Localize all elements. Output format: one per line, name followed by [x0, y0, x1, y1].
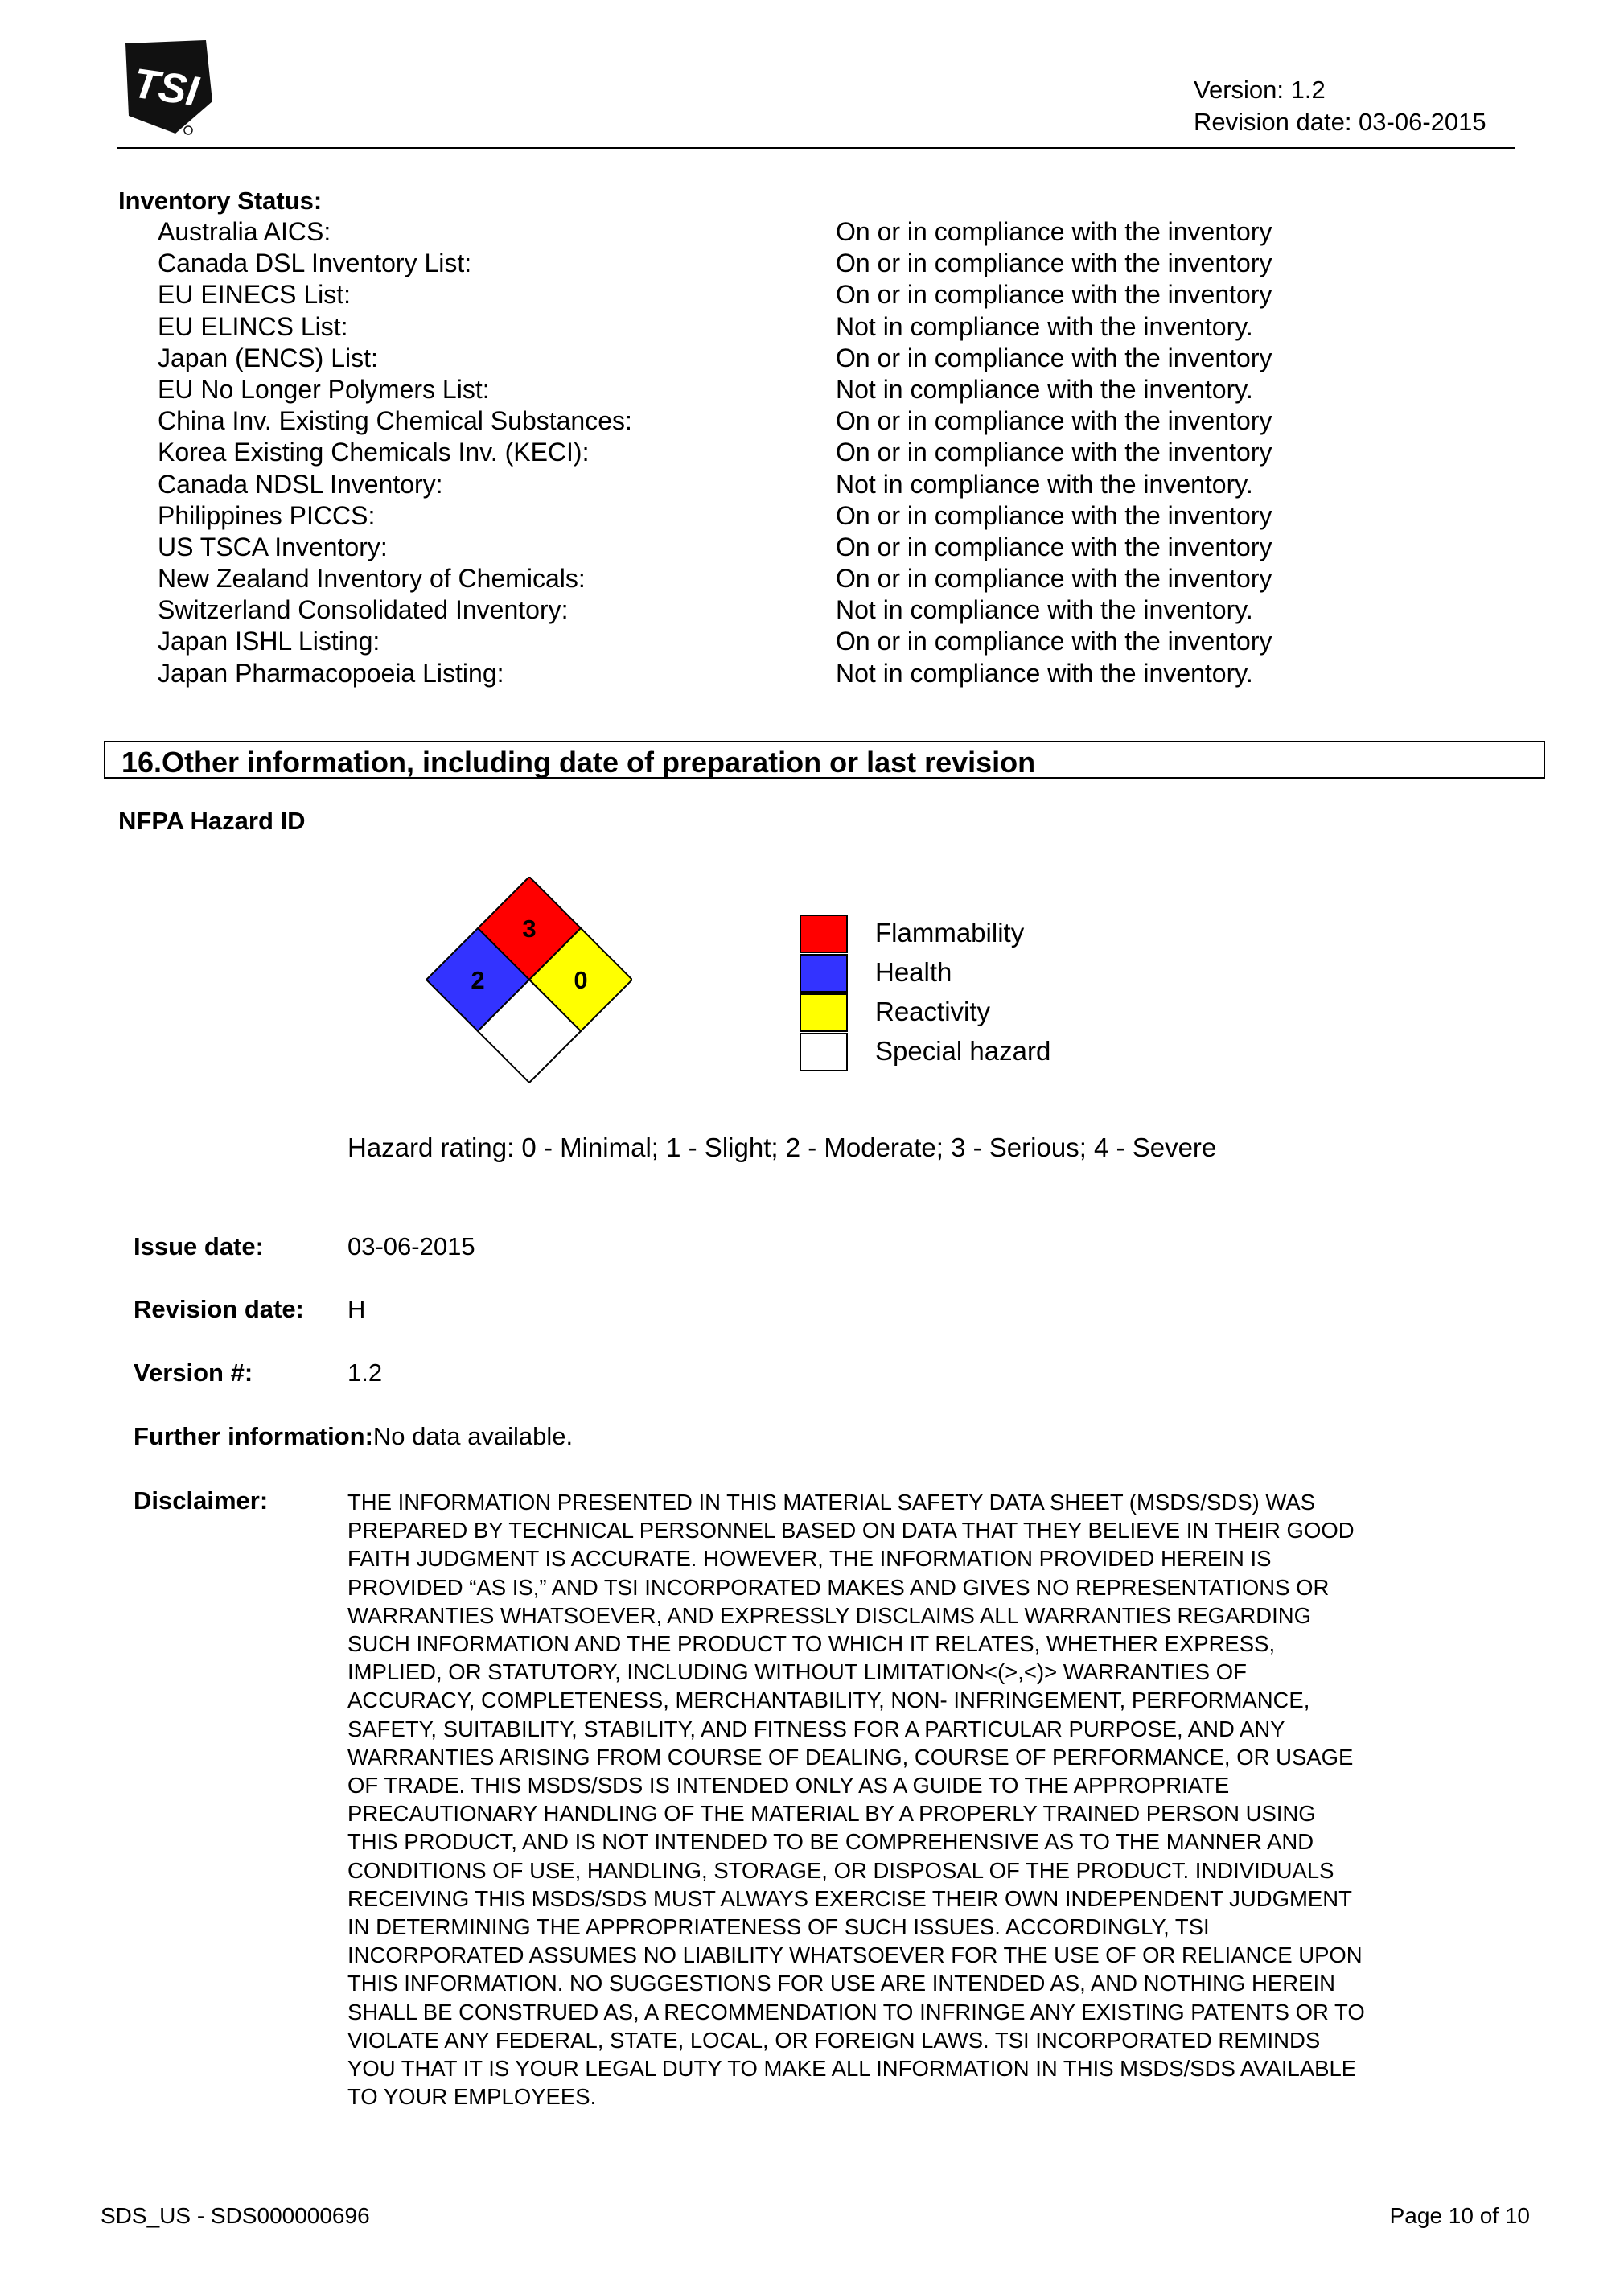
version-label: Version #: — [134, 1359, 253, 1387]
inventory-label: US TSCA Inventory: — [158, 532, 388, 561]
footer-page-number: Page 10 of 10 — [1389, 2203, 1530, 2228]
inventory-label: Japan (ENCS) List: — [158, 343, 378, 372]
inventory-status: On or in compliance with the inventory — [836, 343, 1272, 372]
disclaimer-text: THE INFORMATION PRESENTED IN THIS MATERIAL SAFETY DATA SHEET (MSDS/SDS) WAS PREPARED BY TECHNICAL PERSONNEL BASED ON DATA THAT THEY BELIEVE IN THEIR GOOD FAITH JUDGMENT IS ACCURATE. HOWEVER, THE INFORMATION PROVIDED HEREIN IS PROVIDED “AS IS,” AND TSI INCORPORATED MAKES AND GIVES NO REPRESENTATIONS OR WARRANTIES WHATSOEVER, AND EXPRESSLY DISCLAIMS ALL WARRANTIES REGARDING SUCH INFORMATION AND THE PRODUCT TO WHICH IT RELATES, WHETHER EXPRESS, IMPLIED, OR STATUTORY, INCLUDING WITHOUT LIMITATION<(>,<)> WARRANTIES OF ACCURACY, COMPLETENESS, MERCHANTABILITY, NON- INFRINGEMENT, PERFORMANCE, SAFETY, SUITABILITY, STABILITY, AND FITNESS FOR A PARTICULAR PURPOSE, AND ANY WARRANTIES ARISING FROM COURSE OF DEALING, COURSE OF PERFORMANCE, OR USAGE OF TRADE. THIS MSDS/SDS IS INTENDED ONLY AS A GUIDE TO THE APPROPRIATE PRECAUTIONARY HANDLING OF THE MATERIAL BY A PROPERLY TRAINED PERSON USING THIS PRODUCT, AND IS NOT INTENDED TO BE COMPREHENSIVE AS TO THE MANNER AND CONDITIONS OF USE, HANDLING, STORAGE, OR DISPOSAL OF THE PRODUCT. INDIVIDUALS RECEIVING THIS MSDS/SDS MUST ALWAYS EXERCISE THEIR OWN INDEPENDENT JUDGMENT IN DETERMINING THE APPROPRIATENESS OF SUCH ISSUES. ACCORDINGLY, TSI INCORPORATED ASSUMES NO LIABILITY WHATSOEVER FOR THE USE OF OR RELIANCE UPON THIS INFORMATION. NO SUGGESTIONS FOR USE ARE INTENDED AS, AND NOTHING HEREIN SHALL BE CONSTRUED AS, A RECOMMENDATION TO INFRINGE ANY EXISTING PATENTS OR TO VIOLATE ANY FEDERAL, STATE, LOCAL, OR FOREIGN LAWS. TSI INCORPORATED REMINDS YOU THAT IT IS YOUR LEGAL DUTY TO MAKE ALL INFORMATION IN THIS MSDS/SDS AVAILABLE TO YOUR EMPLOYEES. — [347, 1490, 1365, 2110]
legend-swatch-health — [800, 954, 848, 993]
inventory-label: Japan Pharmacopoeia Listing: — [158, 658, 504, 688]
svg-text:TSI: TSI — [130, 60, 202, 116]
issue-date-value: 03-06-2015 — [347, 1232, 475, 1260]
nfpa-flammability-value: 3 — [522, 915, 537, 943]
hazard-rating-scale: Hazard rating: 0 - Minimal; 1 - Slight; 2 - Moderate; 3 - Serious; 4 - Severe — [347, 1133, 1217, 1162]
inventory-status: On or in compliance with the inventory — [836, 406, 1272, 436]
inventory-row — [158, 563, 1324, 594]
inventory-status-title: Inventory Status: — [118, 187, 323, 215]
inventory-status: Not in compliance with the inventory. — [836, 469, 1253, 499]
inventory-label: EU EINECS List: — [158, 280, 352, 310]
inventory-status: Not in compliance with the inventory. — [836, 595, 1253, 625]
nfpa-diamond — [426, 877, 632, 1083]
further-information-label: Further information: — [134, 1422, 373, 1450]
inventory-label: Canada NDSL Inventory: — [158, 469, 443, 499]
inventory-label: Switzerland Consolidated Inventory: — [158, 595, 569, 625]
inventory-label: Australia AICS: — [158, 217, 331, 246]
inventory-status: On or in compliance with the inventory — [836, 217, 1272, 246]
inventory-status: Not in compliance with the inventory. — [836, 658, 1253, 688]
version-value: 1.2 — [347, 1359, 383, 1387]
nfpa-health-value: 2 — [471, 966, 485, 994]
inventory-label: Canada DSL Inventory List: — [158, 249, 472, 278]
section-16-title: 16.Other information, including date of preparation or last revision — [121, 746, 1036, 779]
header-version: Version: 1.2 — [1194, 76, 1326, 104]
legend-swatch-flammability — [800, 915, 848, 953]
nfpa-hazard-id-title: NFPA Hazard ID — [118, 807, 306, 835]
legend-label-health: Health — [875, 957, 952, 987]
inventory-status: Not in compliance with the inventory. — [836, 374, 1253, 404]
inventory-row — [158, 532, 1324, 563]
legend-label-flammability: Flammability — [875, 918, 1025, 948]
inventory-row — [158, 626, 1324, 657]
header-revision-date: Revision date: 03-06-2015 — [1194, 108, 1486, 136]
legend-label-reactivity: Reactivity — [875, 997, 991, 1026]
further-information — [134, 1422, 573, 1451]
inventory-label: New Zealand Inventory of Chemicals: — [158, 564, 586, 594]
header-info — [1194, 74, 1486, 138]
inventory-row — [158, 216, 1324, 248]
inventory-label: Korea Existing Chemicals Inv. (KECI): — [158, 438, 590, 467]
inventory-status: On or in compliance with the inventory — [836, 564, 1272, 594]
inventory-row — [158, 594, 1324, 626]
inventory-row — [158, 374, 1324, 405]
revision-date-value: H — [347, 1295, 366, 1323]
inventory-label: EU No Longer Polymers List: — [158, 374, 490, 404]
inventory-list — [158, 216, 1324, 689]
inventory-label: EU ELINCS List: — [158, 311, 348, 341]
inventory-status: On or in compliance with the inventory — [836, 438, 1272, 467]
inventory-label: Philippines PICCS: — [158, 500, 376, 530]
inventory-status: On or in compliance with the inventory — [836, 627, 1272, 656]
inventory-row — [158, 311, 1324, 343]
header-divider — [117, 147, 1515, 149]
inventory-label: China Inv. Existing Chemical Substances: — [158, 406, 632, 436]
section-16-header — [104, 741, 1545, 779]
issue-date-label: Issue date: — [134, 1232, 264, 1260]
inventory-row — [158, 437, 1324, 468]
legend-swatch-reactivity — [800, 993, 848, 1032]
disclaimer-label: Disclaimer: — [134, 1486, 269, 1515]
inventory-row — [158, 500, 1324, 532]
nfpa-reactivity-value: 0 — [574, 966, 588, 994]
inventory-row — [158, 469, 1324, 500]
inventory-status: On or in compliance with the inventory — [836, 249, 1272, 278]
inventory-label: Japan ISHL Listing: — [158, 627, 380, 656]
inventory-row — [158, 405, 1324, 437]
further-information-value: No data available. — [372, 1422, 574, 1450]
footer-document-id: SDS_US - SDS000000696 — [101, 2203, 370, 2228]
inventory-status: On or in compliance with the inventory — [836, 280, 1272, 310]
inventory-status: On or in compliance with the inventory — [836, 500, 1272, 530]
inventory-status: On or in compliance with the inventory — [836, 532, 1272, 561]
inventory-row — [158, 248, 1324, 279]
inventory-row — [158, 279, 1324, 310]
legend-swatch-special — [800, 1033, 848, 1071]
inventory-row — [158, 658, 1324, 689]
inventory-status: Not in compliance with the inventory. — [836, 311, 1253, 341]
tsi-logo — [119, 39, 216, 139]
revision-date-label: Revision date: — [134, 1295, 304, 1323]
legend-label-special: Special hazard — [875, 1036, 1051, 1066]
inventory-row — [158, 343, 1324, 374]
